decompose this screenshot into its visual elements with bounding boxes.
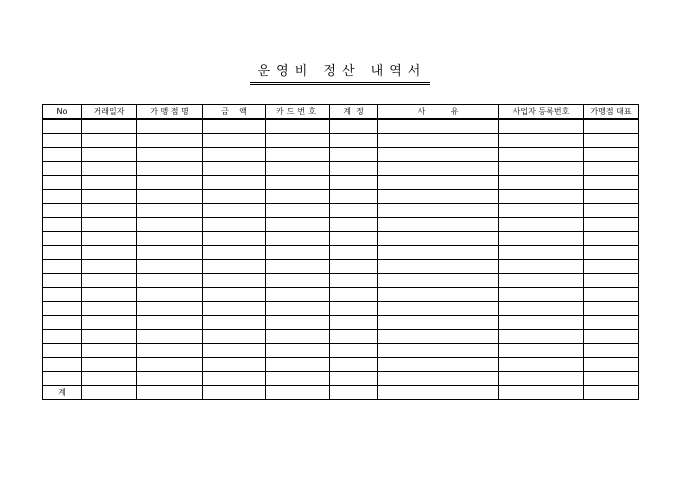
table-cell[interactable] bbox=[266, 316, 330, 330]
table-cell[interactable] bbox=[499, 148, 584, 162]
table-cell[interactable] bbox=[499, 260, 584, 274]
table-row bbox=[43, 148, 639, 162]
table-cell[interactable] bbox=[499, 119, 584, 134]
table-cell[interactable] bbox=[378, 302, 499, 316]
header-amount: 금 액 bbox=[203, 105, 266, 120]
table-row bbox=[43, 134, 639, 148]
table-cell[interactable] bbox=[82, 190, 137, 204]
table-cell[interactable] bbox=[43, 190, 82, 204]
table-cell[interactable] bbox=[499, 246, 584, 260]
table-cell[interactable] bbox=[203, 386, 266, 400]
table-cell[interactable] bbox=[203, 176, 266, 190]
table-cell[interactable] bbox=[266, 232, 330, 246]
table-cell[interactable] bbox=[584, 232, 639, 246]
table-cell[interactable] bbox=[330, 274, 378, 288]
table-cell[interactable] bbox=[330, 386, 378, 400]
table-cell[interactable] bbox=[330, 119, 378, 134]
table-cell[interactable] bbox=[330, 372, 378, 386]
table-cell[interactable] bbox=[137, 330, 203, 344]
table-cell[interactable] bbox=[378, 372, 499, 386]
table-cell[interactable] bbox=[584, 372, 639, 386]
table-cell[interactable] bbox=[266, 344, 330, 358]
table-row bbox=[43, 218, 639, 232]
table-cell[interactable] bbox=[203, 344, 266, 358]
table-cell[interactable] bbox=[378, 274, 499, 288]
table-cell[interactable] bbox=[378, 232, 499, 246]
table-cell[interactable] bbox=[584, 176, 639, 190]
table-cell[interactable] bbox=[584, 218, 639, 232]
table-cell[interactable] bbox=[82, 246, 137, 260]
table-cell[interactable] bbox=[499, 134, 584, 148]
table-cell[interactable] bbox=[43, 316, 82, 330]
table-cell[interactable] bbox=[43, 176, 82, 190]
table-cell[interactable] bbox=[330, 190, 378, 204]
table-cell[interactable] bbox=[137, 148, 203, 162]
table-cell[interactable] bbox=[43, 344, 82, 358]
table-cell[interactable] bbox=[266, 274, 330, 288]
table-cell[interactable] bbox=[378, 344, 499, 358]
table-cell[interactable] bbox=[499, 344, 584, 358]
table-cell[interactable] bbox=[584, 274, 639, 288]
table-cell[interactable] bbox=[378, 316, 499, 330]
table-cell[interactable] bbox=[378, 162, 499, 176]
table-cell[interactable] bbox=[203, 372, 266, 386]
table-row bbox=[43, 302, 639, 316]
table-cell[interactable] bbox=[330, 232, 378, 246]
table-cell[interactable] bbox=[203, 302, 266, 316]
table-cell[interactable] bbox=[82, 134, 137, 148]
table-cell[interactable] bbox=[584, 260, 639, 274]
table-cell[interactable] bbox=[43, 372, 82, 386]
table-cell[interactable] bbox=[266, 176, 330, 190]
table-cell[interactable] bbox=[43, 162, 82, 176]
table-cell[interactable] bbox=[203, 288, 266, 302]
table-cell[interactable] bbox=[499, 330, 584, 344]
table-row bbox=[43, 288, 639, 302]
table-cell[interactable] bbox=[584, 288, 639, 302]
table-cell[interactable] bbox=[266, 330, 330, 344]
table-row bbox=[43, 119, 639, 134]
table-row bbox=[43, 246, 639, 260]
table-cell[interactable] bbox=[203, 246, 266, 260]
table-cell[interactable] bbox=[330, 204, 378, 218]
table-cell[interactable] bbox=[137, 260, 203, 274]
table-cell[interactable] bbox=[378, 134, 499, 148]
table-cell[interactable] bbox=[499, 358, 584, 372]
table-cell[interactable] bbox=[266, 302, 330, 316]
table-cell[interactable] bbox=[203, 358, 266, 372]
table-cell[interactable] bbox=[43, 302, 82, 316]
table-cell[interactable] bbox=[43, 274, 82, 288]
table-cell[interactable] bbox=[203, 316, 266, 330]
table-cell[interactable] bbox=[499, 274, 584, 288]
table-cell[interactable] bbox=[330, 218, 378, 232]
table-cell[interactable] bbox=[137, 119, 203, 134]
header-card-number: 카드번호 bbox=[266, 105, 330, 120]
total-row bbox=[43, 386, 639, 400]
table-cell[interactable] bbox=[43, 288, 82, 302]
table-cell[interactable] bbox=[82, 176, 137, 190]
table-cell[interactable] bbox=[330, 176, 378, 190]
table-cell[interactable] bbox=[43, 330, 82, 344]
table-row bbox=[43, 204, 639, 218]
table-cell[interactable] bbox=[584, 386, 639, 400]
table-row bbox=[43, 358, 639, 372]
table-row bbox=[43, 190, 639, 204]
table-cell[interactable] bbox=[203, 232, 266, 246]
table-cell[interactable] bbox=[82, 218, 137, 232]
table-cell[interactable] bbox=[82, 204, 137, 218]
table-cell[interactable] bbox=[330, 302, 378, 316]
table-cell[interactable] bbox=[43, 134, 82, 148]
table-cell[interactable] bbox=[203, 274, 266, 288]
table-cell[interactable] bbox=[584, 162, 639, 176]
table-row bbox=[43, 344, 639, 358]
table-cell[interactable] bbox=[584, 204, 639, 218]
table-cell[interactable] bbox=[266, 372, 330, 386]
table-cell[interactable] bbox=[137, 288, 203, 302]
table-cell[interactable] bbox=[584, 148, 639, 162]
table-cell[interactable] bbox=[378, 218, 499, 232]
table-cell[interactable] bbox=[82, 358, 137, 372]
table-cell[interactable] bbox=[266, 218, 330, 232]
table-cell[interactable] bbox=[137, 246, 203, 260]
table-cell[interactable] bbox=[378, 148, 499, 162]
table-cell[interactable] bbox=[43, 232, 82, 246]
table-cell[interactable] bbox=[137, 372, 203, 386]
table-cell[interactable] bbox=[378, 330, 499, 344]
table-cell[interactable] bbox=[266, 246, 330, 260]
table-cell[interactable] bbox=[43, 148, 82, 162]
table-cell[interactable] bbox=[584, 302, 639, 316]
table-cell[interactable] bbox=[43, 119, 82, 134]
table-cell[interactable] bbox=[330, 162, 378, 176]
table-cell[interactable] bbox=[330, 316, 378, 330]
table-cell[interactable] bbox=[584, 344, 639, 358]
table-cell[interactable] bbox=[499, 232, 584, 246]
table-cell[interactable] bbox=[266, 134, 330, 148]
table-cell[interactable] bbox=[584, 330, 639, 344]
table-cell[interactable] bbox=[137, 190, 203, 204]
table-row bbox=[43, 316, 639, 330]
table-cell[interactable] bbox=[330, 246, 378, 260]
table-cell[interactable] bbox=[378, 119, 499, 134]
table-cell[interactable] bbox=[82, 316, 137, 330]
table-cell[interactable] bbox=[203, 330, 266, 344]
table-cell[interactable] bbox=[203, 134, 266, 148]
table-cell[interactable] bbox=[43, 204, 82, 218]
table-cell[interactable] bbox=[137, 162, 203, 176]
table-cell[interactable] bbox=[266, 190, 330, 204]
table-cell[interactable] bbox=[330, 344, 378, 358]
table-cell[interactable] bbox=[82, 232, 137, 246]
table-row bbox=[43, 330, 639, 344]
table-cell[interactable] bbox=[378, 246, 499, 260]
table-cell[interactable] bbox=[82, 119, 137, 134]
table-cell[interactable] bbox=[82, 330, 137, 344]
table-cell[interactable] bbox=[137, 274, 203, 288]
table-cell[interactable] bbox=[82, 302, 137, 316]
table-cell[interactable] bbox=[266, 260, 330, 274]
table-cell[interactable] bbox=[499, 372, 584, 386]
table-row bbox=[43, 260, 639, 274]
table-cell[interactable] bbox=[584, 316, 639, 330]
table-cell[interactable] bbox=[266, 119, 330, 134]
header-transaction-date: 거래일자 bbox=[82, 105, 137, 120]
table-cell[interactable] bbox=[266, 386, 330, 400]
table-cell[interactable] bbox=[378, 358, 499, 372]
table-cell[interactable] bbox=[203, 162, 266, 176]
table-cell[interactable] bbox=[43, 218, 82, 232]
table-cell[interactable] bbox=[266, 204, 330, 218]
table-cell[interactable] bbox=[584, 190, 639, 204]
table-cell[interactable] bbox=[82, 372, 137, 386]
table-cell[interactable] bbox=[584, 358, 639, 372]
table-cell[interactable] bbox=[499, 218, 584, 232]
table-cell[interactable] bbox=[266, 358, 330, 372]
table-cell[interactable] bbox=[137, 358, 203, 372]
table-cell[interactable] bbox=[82, 386, 137, 400]
table-cell[interactable] bbox=[330, 134, 378, 148]
header-no: No bbox=[43, 105, 82, 120]
table-cell[interactable] bbox=[499, 190, 584, 204]
header-business-reg-number: 사업자 등록번호 bbox=[499, 105, 584, 120]
header-merchant-name: 가 맹 점 명 bbox=[137, 105, 203, 120]
table-cell[interactable] bbox=[82, 260, 137, 274]
header-merchant-representative: 가맹점 대표 bbox=[584, 105, 639, 120]
header-account: 계 정 bbox=[330, 105, 378, 120]
table-cell[interactable] bbox=[137, 204, 203, 218]
table-cell[interactable] bbox=[499, 302, 584, 316]
table-cell[interactable] bbox=[82, 344, 137, 358]
table-cell[interactable] bbox=[330, 358, 378, 372]
table-cell[interactable] bbox=[378, 190, 499, 204]
table-cell[interactable] bbox=[330, 288, 378, 302]
table-cell[interactable] bbox=[137, 232, 203, 246]
table-cell[interactable] bbox=[82, 148, 137, 162]
table-cell[interactable] bbox=[203, 204, 266, 218]
table-cell[interactable] bbox=[82, 288, 137, 302]
table-cell[interactable] bbox=[203, 190, 266, 204]
header-row bbox=[43, 105, 639, 120]
table-cell[interactable] bbox=[43, 246, 82, 260]
table-row bbox=[43, 176, 639, 190]
table-cell[interactable] bbox=[378, 288, 499, 302]
table-cell[interactable] bbox=[203, 119, 266, 134]
table-body bbox=[43, 119, 639, 386]
title-block bbox=[0, 60, 680, 85]
expense-table bbox=[42, 104, 639, 400]
table-cell[interactable] bbox=[378, 204, 499, 218]
table-cell[interactable] bbox=[203, 218, 266, 232]
table-cell[interactable] bbox=[137, 302, 203, 316]
table-cell[interactable] bbox=[499, 316, 584, 330]
table-cell[interactable] bbox=[330, 148, 378, 162]
header-reason: 사 유 bbox=[378, 105, 499, 120]
table-cell[interactable] bbox=[43, 358, 82, 372]
table-cell[interactable] bbox=[203, 148, 266, 162]
table-cell[interactable] bbox=[584, 134, 639, 148]
table-cell[interactable] bbox=[137, 218, 203, 232]
table-cell[interactable] bbox=[203, 260, 266, 274]
table-cell[interactable] bbox=[266, 148, 330, 162]
table-cell[interactable] bbox=[499, 204, 584, 218]
table-cell[interactable] bbox=[499, 386, 584, 400]
table-cell[interactable] bbox=[266, 162, 330, 176]
table-cell[interactable] bbox=[378, 176, 499, 190]
table-cell[interactable] bbox=[137, 134, 203, 148]
table-cell[interactable] bbox=[137, 344, 203, 358]
table-row bbox=[43, 274, 639, 288]
table-cell[interactable] bbox=[499, 176, 584, 190]
table-cell[interactable] bbox=[137, 386, 203, 400]
table-row bbox=[43, 162, 639, 176]
table-cell[interactable] bbox=[82, 162, 137, 176]
table-cell[interactable] bbox=[499, 288, 584, 302]
table-cell[interactable] bbox=[499, 162, 584, 176]
table-cell[interactable] bbox=[266, 288, 330, 302]
table-cell[interactable] bbox=[378, 260, 499, 274]
document-title: 운영비 정산 내역서 bbox=[250, 60, 431, 85]
table-cell[interactable] bbox=[137, 176, 203, 190]
table-cell[interactable] bbox=[330, 260, 378, 274]
table-cell[interactable] bbox=[584, 119, 639, 134]
table-row bbox=[43, 372, 639, 386]
total-label: 계 bbox=[43, 386, 82, 400]
table-cell[interactable] bbox=[82, 274, 137, 288]
table-cell[interactable] bbox=[584, 246, 639, 260]
table-cell[interactable] bbox=[330, 330, 378, 344]
table-cell[interactable] bbox=[43, 260, 82, 274]
table-cell[interactable] bbox=[137, 316, 203, 330]
table-row bbox=[43, 232, 639, 246]
table-cell[interactable] bbox=[378, 386, 499, 400]
